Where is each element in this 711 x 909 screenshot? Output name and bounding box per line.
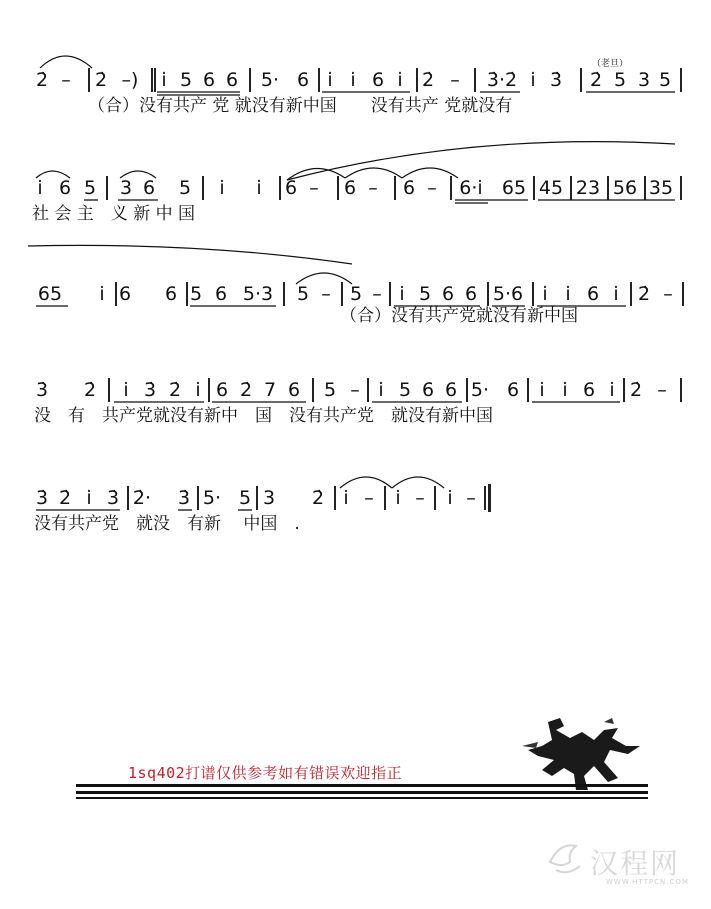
note: 5 [418, 283, 432, 305]
note: 6 [214, 283, 228, 305]
note: 65 [501, 177, 527, 199]
note: 5· [260, 69, 280, 91]
note: 2̇· [132, 487, 152, 509]
note: 5· [202, 487, 222, 509]
role-annotation: （老旦） [592, 59, 629, 69]
note: 3 [637, 69, 651, 91]
note: 6 [225, 69, 239, 91]
note: i̇ [343, 487, 349, 509]
note: i̇ [256, 177, 262, 199]
note: 3̇ [106, 487, 120, 509]
note: – [663, 283, 673, 305]
note: 2̇ [35, 69, 49, 91]
score-system-4 [0, 372, 711, 442]
note: 5 [296, 283, 310, 305]
note: i̇ [350, 69, 356, 91]
note: 6 [142, 177, 156, 199]
note: 5·3 [242, 283, 274, 305]
note: – [61, 69, 71, 91]
note: i̇ [395, 487, 401, 509]
note: 6 [202, 69, 216, 91]
note: 6 [343, 177, 357, 199]
note: 6 [58, 177, 72, 199]
dancers-logo [508, 716, 658, 800]
note: 3̇ [143, 379, 157, 401]
note: 6·i̇ [459, 177, 483, 199]
note: – [415, 487, 425, 509]
note: 5·6 [492, 283, 524, 305]
note: 3̇·2̇ [486, 69, 518, 91]
note: i̇ [378, 379, 384, 401]
watermark-brand: 汉程网 [590, 847, 681, 880]
note: 6 [296, 69, 310, 91]
note: 5 [179, 69, 193, 91]
note: 3̇ [35, 379, 49, 401]
note: 5 [323, 379, 337, 401]
note: i̇ [613, 283, 619, 305]
note: 5 [83, 177, 97, 199]
note: i̇ [37, 177, 43, 199]
note: 2̇ [94, 69, 108, 91]
note: 2̇ [239, 379, 253, 401]
note: –) [121, 69, 139, 91]
watermark-url: WWW.HTTPCN.COM [606, 878, 689, 886]
note: 6 [402, 177, 416, 199]
note: i̇ [86, 487, 92, 509]
note: i̇ [539, 379, 545, 401]
score-system-1 [0, 59, 711, 132]
score-system-3 [0, 276, 711, 346]
score-system-5 [0, 480, 711, 550]
note: 3 [119, 177, 133, 199]
note: – [657, 379, 667, 401]
note: 6 [118, 283, 132, 305]
score-system-2 [0, 170, 711, 240]
note: i̇ [447, 487, 453, 509]
note: 6 [464, 283, 478, 305]
lyrics-line-2: 社 会 主 义 新 中 国 [32, 204, 196, 224]
note: 6 [421, 379, 435, 401]
note: – [372, 283, 382, 305]
note: 6 [441, 283, 455, 305]
note: i̇ [123, 379, 129, 401]
note: 6 [284, 177, 298, 199]
note: 5 [398, 379, 412, 401]
note: 7 [263, 379, 277, 401]
note: – [466, 487, 476, 509]
note: 5· [470, 379, 490, 401]
note: 35 [648, 177, 674, 199]
note: 45 [538, 177, 564, 199]
note: i̇ [99, 283, 105, 305]
note: 5 [349, 283, 363, 305]
note: – [350, 379, 360, 401]
note: 2̇ [637, 283, 651, 305]
watermark-logo [540, 832, 590, 886]
footer-rule [76, 791, 648, 794]
lyrics-line-5: 没有共产党 就没 有新 中国 . [34, 514, 300, 534]
note: 6 [287, 379, 301, 401]
note: – [309, 177, 319, 199]
note: 6 [582, 379, 596, 401]
note: 2̇ [83, 379, 97, 401]
note: 2̇ [629, 379, 643, 401]
note: 5 [178, 177, 192, 199]
note: 6 [215, 379, 229, 401]
note: 2̇ [58, 487, 72, 509]
note: i̇ [161, 69, 167, 91]
note: 5 [189, 283, 203, 305]
note: 5 [658, 69, 672, 91]
note: 5 [613, 69, 627, 91]
note: 65 [37, 283, 63, 305]
note: i̇ [542, 283, 548, 305]
note: i̇ [530, 69, 536, 91]
footer-credit: 1sq402打谱仅供参考如有错误欢迎指正 [128, 764, 403, 782]
lyrics-line-3: （合）没有共产党就没有新中国 [340, 306, 578, 326]
note: – [368, 177, 378, 199]
note: i̇ [195, 379, 201, 401]
note: i̇ [609, 379, 615, 401]
note: 3̇ [177, 487, 191, 509]
note: – [364, 487, 374, 509]
note: 23 [575, 177, 601, 199]
lyrics-line-4: 没 有 共产党就没有新中 国 没有共产党 就没有新中国 [34, 406, 493, 426]
note: 6 [586, 283, 600, 305]
note: 3̇ [549, 69, 563, 91]
note: 6 [444, 379, 458, 401]
note: 3 [262, 487, 276, 509]
note: i̇ [327, 69, 333, 91]
note: 2̇ [168, 379, 182, 401]
note: i̇ [397, 69, 403, 91]
note: i̇ [565, 283, 571, 305]
footer-rule [76, 784, 648, 787]
note: i̇ [562, 379, 568, 401]
note: 6 [164, 283, 178, 305]
note: 3̇ [35, 487, 49, 509]
lyrics-line-1: （合）没有共产 党 就没有新中国 没有共产 党就没有 [88, 96, 513, 116]
note: 2̇ [311, 487, 325, 509]
note: i̇ [219, 177, 225, 199]
note: – [450, 69, 460, 91]
note: i̇ [399, 283, 405, 305]
note: 2̇ [589, 69, 603, 91]
note: 6 [371, 69, 385, 91]
note: – [321, 283, 331, 305]
note: – [427, 177, 437, 199]
note: 2̇ [421, 69, 435, 91]
note: 5 [238, 487, 252, 509]
note: 56 [612, 177, 638, 199]
note: 6 [506, 379, 520, 401]
footer-rule [76, 797, 648, 799]
